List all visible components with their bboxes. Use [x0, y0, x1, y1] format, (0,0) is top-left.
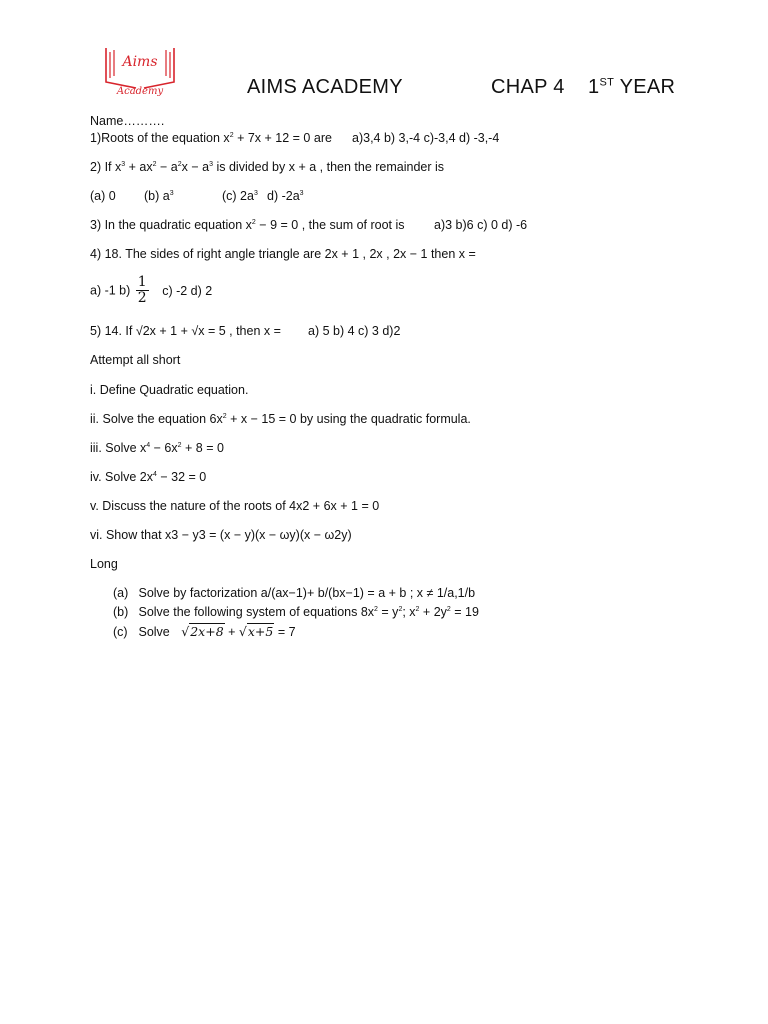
name-field-label: Name………. — [90, 114, 165, 128]
q4-option-rest: c) -2 d) 2 — [162, 283, 213, 298]
book-logo-icon — [100, 44, 180, 98]
short-ii-text-a: ii. Solve the equation 6x — [90, 412, 223, 426]
long-b-sup2: 2 — [398, 605, 403, 613]
fraction-denominator: 2 — [137, 290, 147, 306]
one-half-fraction — [136, 275, 149, 306]
q2-option-d — [267, 189, 304, 203]
long-c-plus: + — [224, 625, 239, 639]
year-title — [588, 76, 675, 99]
q3-text-a: 3) In the quadratic equation x — [90, 218, 252, 232]
q2-option-b-text: (b) a — [144, 189, 170, 203]
long-b-sup4: 2 — [446, 605, 451, 613]
question-4: 4) 18. The sides of right angle triangle are 2x + 1 , 2x , 2x − 1 then x = — [90, 247, 476, 261]
short-iii-sup2: 2 — [177, 441, 182, 449]
question-4-options — [90, 275, 212, 306]
short-iv-sup: 4 — [153, 470, 157, 478]
radical-expression-2 — [239, 625, 274, 639]
long-c-label: (c) — [113, 625, 128, 639]
radicand-2: x+5 — [247, 624, 274, 639]
fraction-numerator: 1 — [137, 274, 147, 290]
q2-text-e: is divided by x + a , then the remainder is — [213, 160, 445, 174]
question-1 — [90, 131, 332, 145]
long-c-equals: = 7 — [274, 625, 296, 639]
q2-sup3: 2 — [177, 160, 182, 168]
long-a-label: (a) — [113, 586, 129, 600]
q2-sup1: 3 — [121, 160, 126, 168]
radicand-1: 2x+8 — [190, 624, 224, 639]
q1-text-a: 1)Roots of the equation x — [90, 131, 230, 145]
logo-bottom-text: Academy — [116, 86, 164, 97]
q2-option-b — [144, 189, 174, 203]
q2-option-c — [222, 189, 258, 203]
logo-top-text: Aims — [122, 54, 158, 70]
long-b-text-b: = y — [377, 605, 399, 619]
short-iii-text-b: − 6x — [150, 441, 178, 455]
long-b-text-c: ; x — [402, 605, 416, 619]
short-question-vi: vi. Show that x3 − y3 = (x − y)(x − ωy)(x − ω2y) — [90, 528, 352, 542]
q4-option-a: a) -1 b) — [90, 283, 131, 298]
q2-option-c-text: (c) 2a — [222, 189, 254, 203]
year-number: 1 — [588, 76, 600, 98]
short-iii-sup1: 4 — [146, 441, 151, 449]
q2-text-c: − a — [156, 160, 178, 174]
q3-sup: 2 — [251, 218, 256, 226]
short-ii-sup: 2 — [222, 412, 227, 420]
long-b-sup3: 2 — [415, 605, 420, 613]
aims-academy-logo — [100, 44, 180, 98]
short-question-iii — [90, 441, 224, 455]
year-suffix: ST — [599, 76, 615, 89]
radical-expression-1 — [181, 625, 224, 639]
long-b-text-d: + 2y — [419, 605, 447, 619]
square-root-icon: √ — [181, 624, 190, 639]
short-iii-text-a: iii. Solve x — [90, 441, 147, 455]
short-ii-text-b: + x − 15 = 0 by using the quadratic formula. — [226, 412, 471, 426]
q2-sup2: 2 — [152, 160, 157, 168]
long-b-text — [138, 605, 478, 619]
short-iii-text-c: + 8 = 0 — [181, 441, 224, 455]
square-root-icon: √ — [238, 624, 247, 639]
q2-text-b: + ax — [125, 160, 153, 174]
short-question-i: i. Define Quadratic equation. — [90, 383, 249, 397]
short-heading: Attempt all short — [90, 353, 181, 367]
long-b-text-a: Solve the following system of equations 8x — [138, 605, 375, 619]
long-heading: Long — [90, 557, 118, 571]
long-question-a — [113, 586, 475, 600]
q2-option-b-sup: 3 — [169, 189, 174, 197]
question-5-options: a) 5 b) 4 c) 3 d)2 — [308, 324, 401, 338]
q2-option-c-sup: 3 — [253, 189, 258, 197]
q2-option-d-sup: 3 — [299, 189, 304, 197]
question-1-options: a)3,4 b) 3,-4 c)-3,4 d) -3,-4 — [352, 131, 500, 145]
question-3-options: a)3 b)6 c) 0 d) -6 — [434, 218, 528, 232]
q1-sup: 2 — [229, 131, 234, 139]
short-question-v: v. Discuss the nature of the roots of 4x2 + 6x + 1 = 0 — [90, 499, 380, 513]
year-word: YEAR — [619, 76, 676, 98]
short-iv-text-b: − 32 = 0 — [156, 470, 207, 484]
q2-sup4: 3 — [209, 160, 213, 168]
q2-text-d: x − a — [181, 160, 210, 174]
long-a-text: Solve by factorization a/(ax−1)+ b/(bx−1) = a + b ; x ≠ 1/a,1/b — [138, 586, 476, 600]
q2-option-d-text: d) -2a — [267, 189, 300, 203]
long-b-label: (b) — [113, 605, 129, 619]
q3-text-b: − 9 = 0 , the sum of root is — [255, 218, 405, 232]
long-question-b — [113, 605, 479, 619]
long-c-solve: Solve — [138, 625, 170, 639]
short-question-ii — [90, 412, 471, 426]
long-question-c — [113, 624, 296, 639]
chapter-title: CHAP 4 — [491, 76, 565, 98]
question-3 — [90, 218, 405, 232]
short-question-iv — [90, 470, 206, 484]
long-b-sup1: 2 — [374, 605, 378, 613]
question-2 — [90, 160, 444, 174]
long-b-text-e: = 19 — [450, 605, 479, 619]
academy-title: AIMS ACADEMY — [247, 76, 403, 98]
q2-option-a: (a) 0 — [90, 189, 116, 203]
q2-text-a: 2) If x — [90, 160, 122, 174]
short-iv-text-a: iv. Solve 2x — [90, 470, 153, 484]
q1-text-b: + 7x + 12 = 0 are — [233, 131, 332, 145]
question-5: 5) 14. If √2x + 1 + √x = 5 , then x = — [90, 324, 281, 338]
